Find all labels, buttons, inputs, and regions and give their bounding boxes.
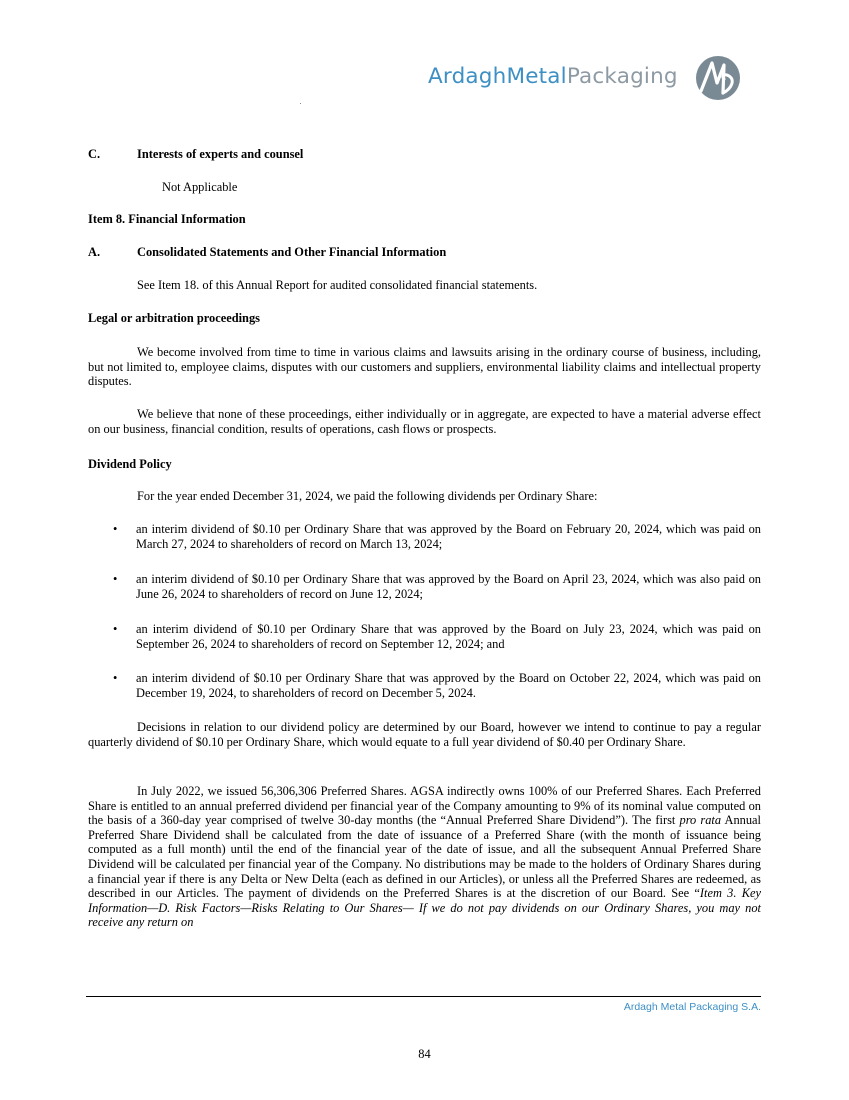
logo-word-ardagh: Ardagh: [428, 64, 507, 89]
bullet-icon: •: [113, 572, 118, 586]
preferred-italic-1: pro rata: [679, 813, 722, 828]
dividend-bullet-text: an interim dividend of $0.10 per Ordinary Share that was approved by the Board on February 20, 2024, which was paid on March 27, 2024 to shareholders of record on March 13, 2024;: [136, 522, 761, 551]
bullet-icon: •: [113, 522, 118, 536]
item8-heading: Item 8. Financial Information: [88, 212, 246, 226]
dividend-intro: For the year ended December 31, 2024, we paid the following dividends per Ordinary Share:: [137, 489, 598, 503]
page-number: 84: [418, 1047, 431, 1061]
logo-wordmark: [428, 64, 678, 89]
preferred-italic-2: Item 3. Key Information—D. Risk Factors—Risks Relating to Our Shares— If we do not pay dividends on our Ordinary Shares, you may not receive any return on: [88, 886, 761, 930]
dividend-bullet-4: [88, 671, 761, 700]
section-a-heading: [88, 245, 761, 260]
company-logo: [428, 53, 748, 111]
dividend-bullet-text: an interim dividend of $0.10 per Ordinary Share that was approved by the Board on July 23, 2024, which was paid on September 26, 2024 to shareholders of record on September 12, 2024; and: [136, 622, 761, 651]
preferred-text-1: In July 2022, we issued 56,306,306 Preferred Shares. AGSA indirectly owns 100% of our Preferred Shares. Each Preferred Share is entitled to an annual preferred dividend per financial year of the Company amounting to 9% of its nominal value computed on the basis of a 360-day year comprised of twelve 30-day months (the “Annual Preferred Share Dividend”). The first: [88, 784, 761, 828]
footer-company-name: Ardagh Metal Packaging S.A.: [623, 1001, 761, 1013]
preferred-text-2: Annual Preferred Share Dividend shall be calculated from the date of issuance of a Preferred Share (with the month of issuance being computed as a full month) until the end of the financial year of the date of issue, and all the subsequent Annual Preferred Share Dividend will be calculated per financial year of the Company. No distributions may be made to the holders of Ordinary Shares during a financial year if there is any Delta or New Delta (each as defined in our Articles), or unless all the Preferred Shares are redeemed, as described in our Articles. The payment of dividends on the Preferred Shares is at the discretion of our Board. See “: [88, 813, 761, 901]
dividend-bullet-text: an interim dividend of $0.10 per Ordinary Share that was approved by the Board on April 23, 2024, which was also paid on June 26, 2024 to shareholders of record on June 12, 2024;: [136, 572, 761, 601]
logo-word-packaging: Packaging: [566, 64, 678, 89]
dividend-bullet-text: an interim dividend of $0.10 per Ordinary Share that was approved by the Board on October 22, 2024, which was paid on December 19, 2024, to shareholders of record on December 5, 2024.: [136, 671, 761, 700]
dividend-bullet-3: [88, 622, 761, 651]
amp-logo-icon: [693, 53, 743, 103]
dividend-heading: Dividend Policy: [88, 457, 172, 471]
section-c-label: C.: [88, 147, 101, 161]
bullet-icon: •: [113, 671, 118, 685]
dividend-decisions-paragraph: Decisions in relation to our dividend policy are determined by our Board, however we intend to continue to pay a regular quarterly dividend of $0.10 per Ordinary Share, which would equate to a full year dividend of $0.40 per Ordinary Share.: [88, 720, 761, 749]
legal-paragraph-2: We believe that none of these proceedings, either individually or in aggregate, are expected to have a material adverse effect on our business, financial condition, results of operations, cash flows or prospects.: [88, 407, 761, 436]
section-c-body: Not Applicable: [162, 180, 238, 194]
stray-dot: [300, 103, 301, 104]
dividend-bullet-2: [88, 572, 761, 601]
section-c-heading: [88, 147, 761, 162]
section-a-label: A.: [88, 245, 101, 259]
footer-divider: [86, 996, 761, 997]
section-a-title: Consolidated Statements and Other Financial Information: [137, 245, 447, 259]
logo-word-metal: Metal: [506, 64, 567, 89]
legal-paragraph-1: We become involved from time to time in various claims and lawsuits arising in the ordinary course of business, including, but not limited to, employee claims, disputes with our customers and suppliers, environmental liability claims and intellectual property disputes.: [88, 345, 761, 389]
preferred-shares-paragraph: [88, 784, 761, 930]
legal-heading: Legal or arbitration proceedings: [88, 311, 260, 325]
bullet-icon: •: [113, 622, 118, 636]
section-c-title: Interests of experts and counsel: [137, 147, 304, 161]
dividend-bullet-1: [88, 522, 761, 551]
section-a-body: See Item 18. of this Annual Report for audited consolidated financial statements.: [137, 278, 538, 292]
